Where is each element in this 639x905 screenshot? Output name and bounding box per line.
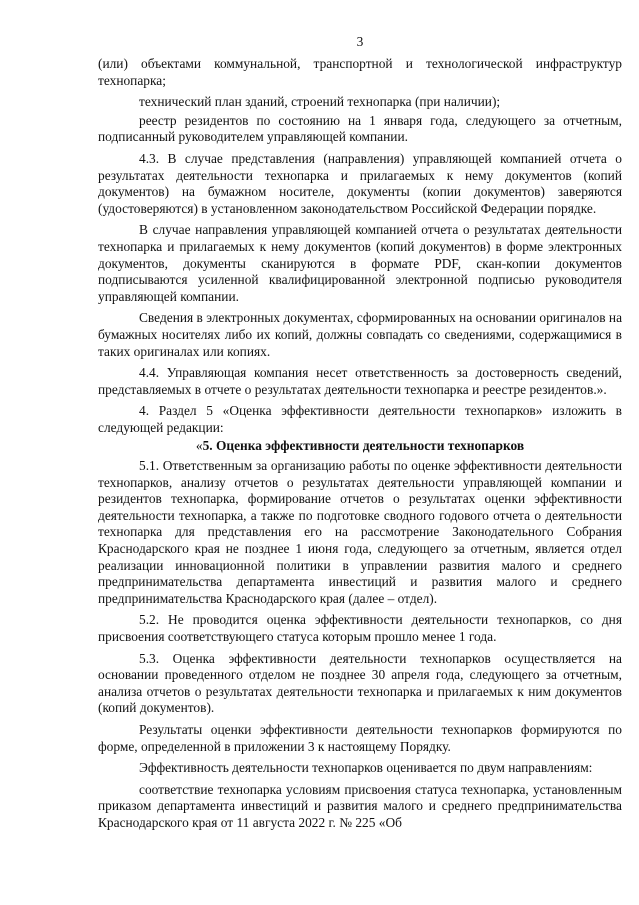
paragraph-technical-plan: технический план зданий, строений технопарка (при наличии);	[139, 94, 501, 110]
paragraph-residents-registry: реестр резидентов по состоянию на 1 января года, следующего за отчетным, подписанный руководителем управляющей компании.	[98, 112, 622, 145]
paragraph-section-5-amendment: 4. Раздел 5 «Оценка эффективности деятельности технопарков» изложить в следующей редакции:	[98, 403, 622, 435]
paragraph-5-1-responsible-department: 5.1. Ответственным за организацию работы по оценке эффективности деятельности технопарков, анализу отчетов о результатах деятельности управляющей компании и резидентов технопарка, формирование отчетов о результатах оценки эффективности деятельности технопарка, а также по подготовке сводного годового отчета о деятельности технопарка для представления его на рассмотрение Законодательного Собрания Краснодарского края не позднее 1 июня года, следующего за отчетным, является отдел реализации инновационной политики в управлении развития малого и среднего предпринимательства департамента инвестиций и развития малого и среднего предпринимательства Краснодарского края (далее – отдел).	[98, 458, 622, 606]
paragraph-assessment-results: Результаты оценки эффективности деятельности технопарков формируются по форме, определенной в приложении 3 к настоящему Порядку.	[98, 721, 622, 754]
heading-open-quote: «	[195, 438, 203, 454]
paragraph-5-3-assessment-basis: 5.3. Оценка эффективности деятельности технопарков осуществляется на основании проведенного отделом не позднее 30 апреля года, следующего за отчетным, анализа отчетов о результатах деятельности технопарка и прилагаемых к ним документов (копий документов).	[98, 650, 622, 716]
section-heading	[98, 438, 622, 455]
paragraph-5-2-no-assessment: 5.2. Не проводится оценка эффективности деятельности технопарков, со дня присвоения соответствующего статуса которым прошло менее 1 года.	[98, 612, 622, 644]
page-number: 3	[356, 34, 364, 49]
paragraph-infrastructure-objects: (или) объектами коммунальной, транспортной и технологической инфраструктур технопарка;	[98, 56, 622, 88]
heading-title: 5. Оценка эффективности деятельности технопарков	[202, 438, 525, 454]
paragraph-electronic-documents: В случае направления управляющей компанией отчета о результатах деятельности технопарка и прилагаемых к нему документов (копий документов) в форме электронных документов, документы сканируются в формате PDF, скан-копии документов подписываются усиленной квалифицированной электронной подписью руководителя управляющей компании.	[98, 222, 622, 304]
paragraph-4-4-responsibility: 4.4. Управляющая компания несет ответственность за достоверность сведений, представляемых в отчете о результатах деятельности технопарка и реестре резидентов.».	[98, 365, 622, 397]
paragraph-efficiency-directions: Эффективность деятельности технопарков оценивается по двум направлениям:	[139, 760, 593, 776]
paragraph-status-compliance: соответствие технопарка условиям присвоения статуса технопарка, установленным приказом департамента инвестиций и развития малого и среднего предпринимательства Краснодарского края от 11 августа 2022 г. № 225 «Об	[98, 781, 622, 830]
paragraph-4-3-paper-documents: 4.3. В случае представления (направления) управляющей компанией отчета о результатах деятельности технопарка и прилагаемых к нему документов (копий документов) на бумажном носителе, документы (копии документов) заверяются (удостоверяются) в установленном законодательством Российской Федерации порядке.	[98, 150, 622, 216]
paragraph-electronic-data-match: Сведения в электронных документах, сформированных на основании оригиналов на бумажных носителях либо их копий, должны совпадать со сведениями, содержащимися в таких оригиналах или копиях.	[98, 310, 623, 359]
